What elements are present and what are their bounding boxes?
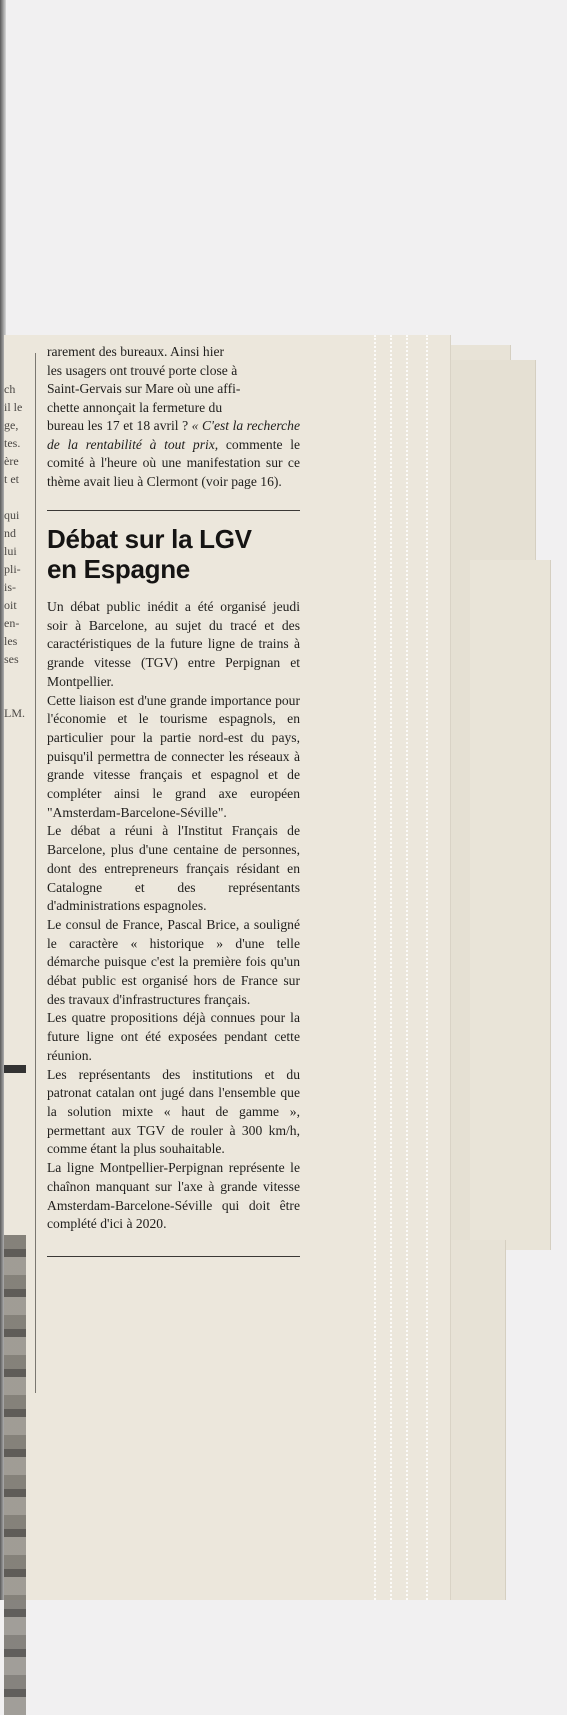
prev-line: rarement des bureaux. Ainsi hier [47,344,225,359]
left-fragment-line: is- [4,580,16,594]
headline-line: en Espagne [47,554,190,584]
left-fragment-line [4,488,28,506]
prev-line-part: où une manifestation sur ce thème [47,455,300,489]
bottom-divider [47,1256,300,1257]
left-fragment-line: pli- [4,562,21,576]
previous-article-text [47,343,300,491]
article-paragraph: Cette liaison est d'une grande importance pour l'économie et le tourisme espagnols, en particulier pour la partie nord-est du pays, puisqu'il permettra de connecter les réseaux à grande vitesse français et espagnol et de compléter ainsi le grand axe européen "Amsterdam-Barcelone-Séville". [47,692,300,820]
left-fragment-line: les [4,634,18,648]
left-fragment-line: ère [4,454,19,468]
left-fragment-line: il le [4,400,23,414]
article-body [47,598,300,1234]
left-fragment-line: tes. [4,436,21,450]
left-fragment-line [4,686,28,704]
article-paragraph: Un débat public inédit a été organisé jeudi soir à Barcelone, au sujet du tracé et des caractéristiques de la future ligne de trains à grande vitesse (TGV) entre Perpignan et Montpellier. [47,599,300,689]
fold-edge [406,335,408,1600]
left-fragment-line: LM. [4,706,25,720]
left-fragment-line: ge, [4,418,19,432]
left-fragment-line: lui [4,544,17,558]
left-column-fragment [4,380,28,722]
left-fragment-line: nd [4,526,16,540]
left-photo-fragment [4,1235,26,1715]
prev-line [47,417,300,491]
fold-edge [390,335,392,1600]
left-column-bar [4,1065,26,1073]
prev-line: chette annonçait la fermeture du [47,399,223,415]
article-paragraph: Le débat a réuni à l'Institut Français de Barcelone, plus d'une centaine de personnes, dont des entrepreneurs français résidant en Catalogne et des représentants d'administrations espagnoles. [47,823,300,914]
prev-line-part: avait lieu à Clermont (voir page 16). [83,473,282,489]
article-column [47,343,300,1257]
fold-edge [426,335,428,1600]
left-fragment-line [4,668,28,686]
left-fragment-line: oit [4,598,17,612]
prev-quote: « C'est la recherche de la rentabilité à tout prix, [47,418,301,452]
prev-line: les usagers ont trouvé porte close à [47,362,238,378]
prev-line-part: commente le comité à l'heure [47,436,301,470]
column-rule [35,353,36,1393]
article-paragraph: Le consul de France, Pascal Brice, a souligné le caractère « historique » d'une telle démarche puisque c'est la première fois qu'un débat public est organisé hors de France sur des travaux d'infrastructures français. [47,916,300,1007]
article-paragraph: Les représentants des institutions et du patronat catalan ont jugé dans l'ensemble que la solution mixte « haut de gamme », permettant aux TGV de rouler à 300 km/h, comme étant la plus souhaitable. [47,1066,300,1157]
left-fragment-line: ses [4,652,19,666]
left-fragment-line: en- [4,616,20,630]
article-paragraph: La ligne Montpellier-Perpignan représente le chaînon manquant sur l'axe à grande vitesse Amsterdam-Barcelone-Séville qui doit être complété d'ici à 2020. [47,1160,300,1232]
left-fragment-line: ch [4,382,16,396]
prev-line-part: bureau les 17 et 18 avril ? [47,418,189,433]
left-fragment-line: t et [4,472,19,486]
article-headline [47,524,300,584]
newspaper-clipping [4,335,450,1600]
article-paragraph: Les quatre propositions déjà connues pour la future ligne ont été exposées pendant cette réunion. [47,1010,300,1063]
section-divider [47,510,300,511]
paper-layer [470,560,551,1250]
left-fragment-line: qui [4,508,20,522]
paper-layer [450,1240,506,1600]
fold-edge [374,335,376,1600]
prev-line: Saint-Gervais sur Mare où une affi- [47,381,241,396]
headline-line: Débat sur la LGV [47,524,252,554]
